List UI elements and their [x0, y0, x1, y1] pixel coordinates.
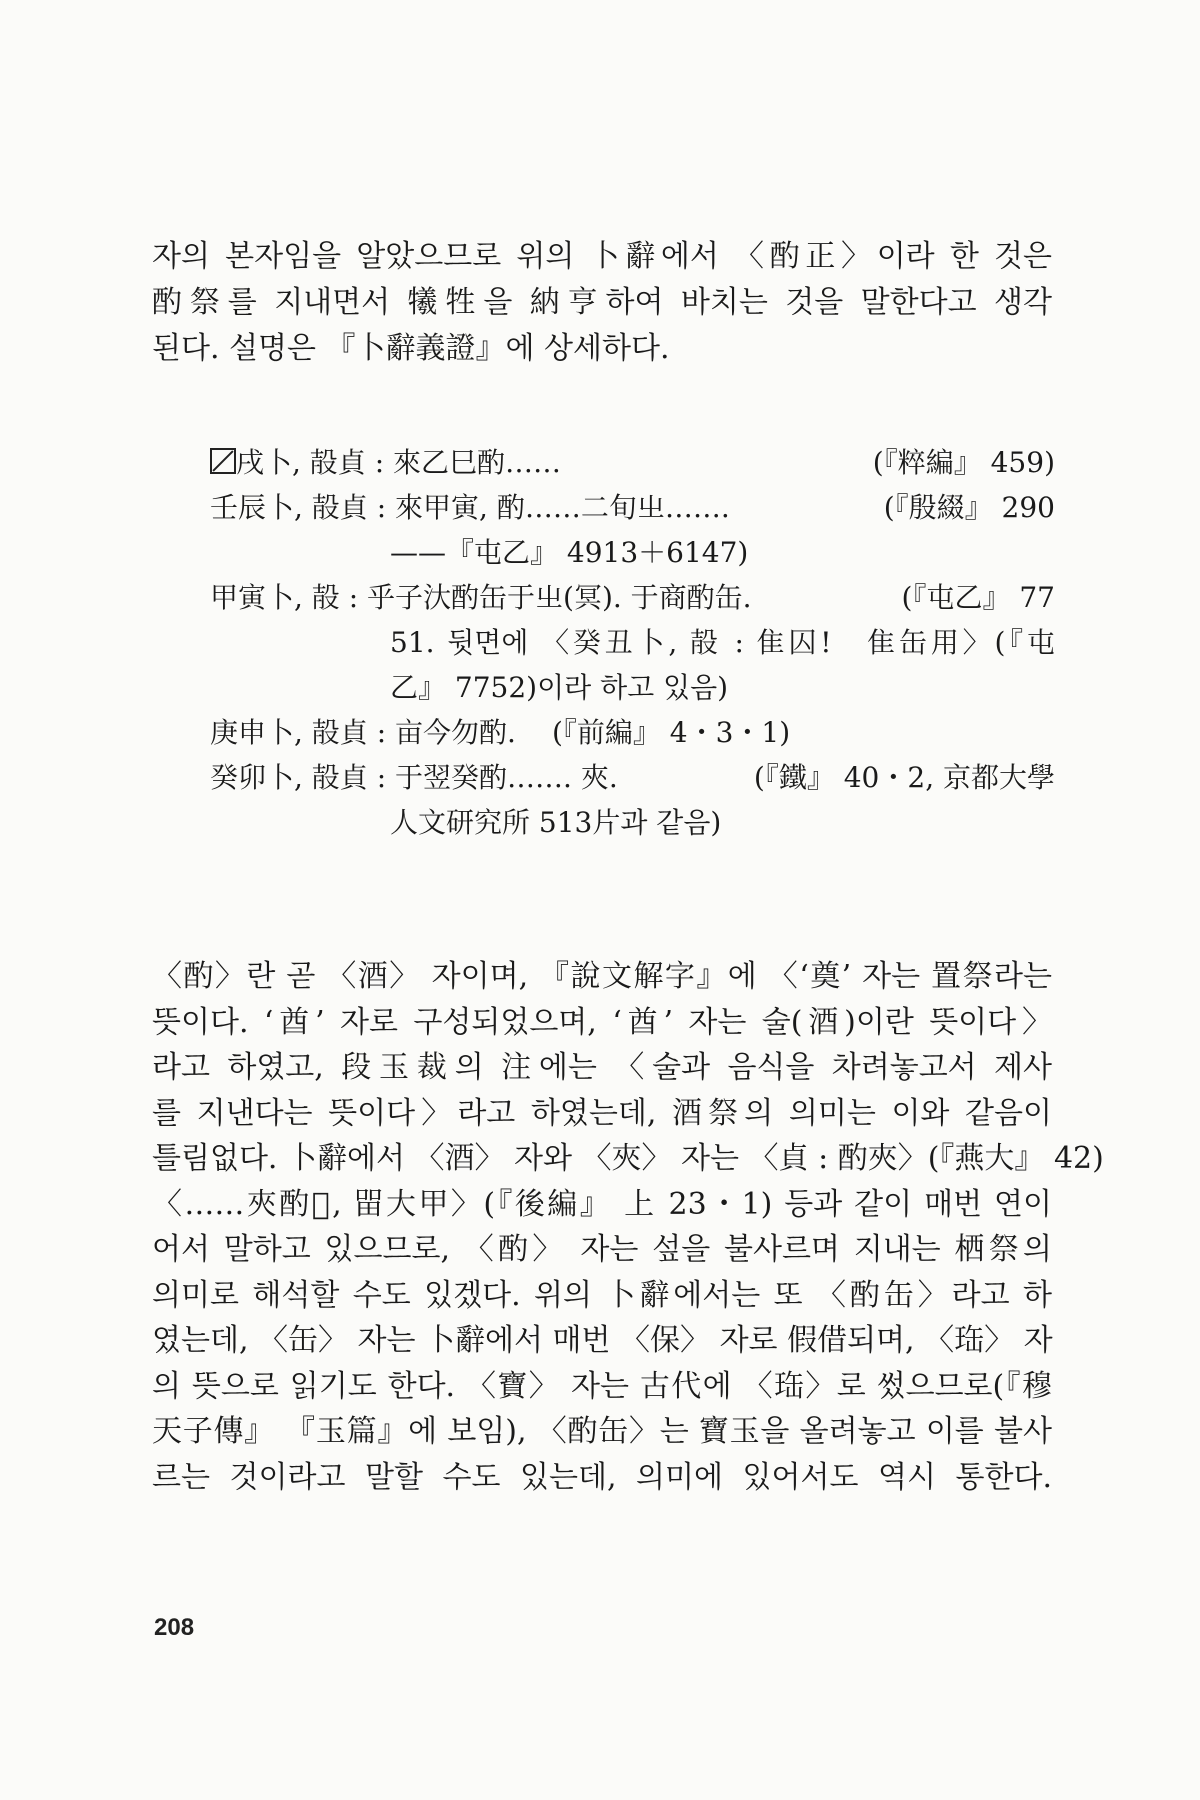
inscription-text: 癸卯卜, 㱿貞 : 于翌癸酌……. 夾. — [210, 761, 618, 794]
text-line: 자의 본자임을 알았으므로 위의 卜辭에서 〈酌正〉이라 한 것은 — [152, 239, 1052, 274]
inscription-source: (『鐵』 40・2, 京都大學 — [753, 761, 1055, 794]
text-line: 라고 하였고, 段玉裁의 注에는 〈술과 음식을 차려놓고서 제사 — [152, 1050, 1052, 1085]
paragraph-intro — [152, 234, 1052, 372]
text-line: 의 뜻으로 읽기도 한다. 〈寶〉 자는 古代에 〈珤〉로 썼으므로(『穆 — [152, 1368, 1052, 1404]
inscription-entry — [210, 710, 1055, 755]
text-line: 된다. 설명은 『卜辭義證』에 상세하다. — [152, 331, 670, 366]
missing-character-mark — [210, 448, 236, 474]
inscription-continuation: 51. 뒷면에 〈癸丑卜, 㱿 : 隹囚! 隹缶用〉(『屯 — [390, 626, 1055, 659]
text-line: 였는데, 〈缶〉 자는 卜辭에서 매번 〈保〉 자로 假借되며, 〈珤〉 자 — [152, 1323, 1053, 1358]
text-line: 酌祭를 지내면서 犧牲을 納亨하여 바치는 것을 말한다고 생각 — [152, 285, 1052, 320]
inscription-entry — [210, 755, 1055, 800]
text-line: 뜻이다. ‘酋’ 자로 구성되었으며, ‘酋’ 자는 술(酒)이란 뜻이다〉 — [152, 1004, 1052, 1040]
inscription-source: (『屯乙』 77 — [901, 581, 1055, 614]
page-number: 208 — [154, 1614, 195, 1641]
inscription-continuation: ——『屯乙』 4913＋6147) — [390, 536, 749, 569]
text-line: 〈酌〉란 곧 〈酒〉 자이며, 『說文解字』에 〈‘奠’ 자는 置祭라는 — [152, 959, 1052, 994]
inscription-source: (『殷綴』 290 — [883, 491, 1055, 524]
text-line: 어서 말하고 있으므로, 〈酌〉 자는 섶을 불사르며 지내는 栖祭의 — [152, 1232, 1052, 1267]
inscription-text: 戌卜, 㱿貞 : 來乙巳酌…… — [210, 440, 561, 485]
inscription-source: (『粹編』 459) — [872, 446, 1055, 479]
inscription-list — [210, 440, 1055, 845]
inscription-entry — [210, 485, 1055, 530]
inscription-source: (『前編』 4・3・1) — [551, 716, 791, 749]
text-line: 를 지낸다는 뜻이다〉라고 하였는데, 酒祭의 의미는 이와 같음이 — [152, 1095, 1052, 1131]
inscription-entry — [210, 575, 1055, 620]
text-line: 틀림없다. 卜辭에서 〈酒〉 자와 〈夾〉 자는 〈貞 : 酌夾〉(『燕大』 42) — [152, 1141, 1104, 1176]
inscription-text: 壬辰卜, 㱿貞 : 來甲寅, 酌……二旬㞢……. — [210, 491, 730, 524]
inscription-text: 甲寅卜, 㱿 : 乎子汏酌缶于㞢(冥). 于商酌缶. — [210, 581, 752, 614]
text-line: 의미로 해석할 수도 있겠다. 위의 卜辭에서는 또 〈酌缶〉라고 하 — [152, 1277, 1052, 1313]
text-line: 〈……夾酌𦎫, 㽞大甲〉(『後編』 上 23・1) 등과 같이 매번 연이 — [152, 1186, 1052, 1222]
inscription-entry — [210, 440, 1055, 485]
text-line: 르는 것이라고 말할 수도 있는데, 의미에 있어서도 역시 통한다. — [152, 1459, 1052, 1495]
inscription-continuation: 乙』 7752)이라 하고 있음) — [390, 671, 729, 704]
inscription-continuation: 人文研究所 513片과 같음) — [390, 806, 722, 839]
paragraph-commentary — [152, 954, 1104, 1500]
inscription-text: 庚申卜, 㱿貞 : 亩今勿酌. — [210, 716, 516, 749]
text-line: 天子傳』 『玉篇』에 보임), 〈酌缶〉는 寶玉을 올려놓고 이를 불사 — [152, 1414, 1052, 1449]
